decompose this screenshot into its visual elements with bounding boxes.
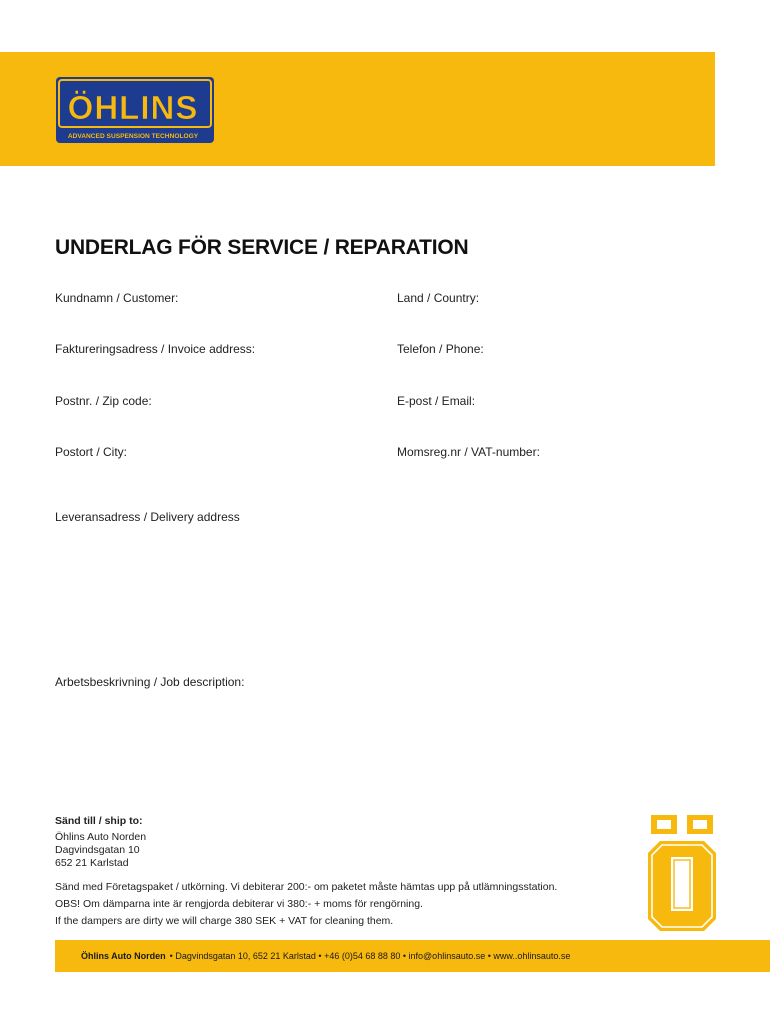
footer-band (55, 940, 770, 972)
email-label: E-post / Email: (397, 394, 476, 408)
ship-to-line: Öhlins Auto Norden (55, 831, 147, 843)
zip-code-label: Postnr. / Zip code: (55, 394, 152, 408)
job-description-label: Arbetsbeskrivning / Job description: (55, 675, 245, 689)
ohlins-logo (56, 77, 214, 143)
ohlins-o-umlaut-badge-icon (646, 813, 718, 933)
ship-to-title: Sänd till / ship to: (55, 815, 143, 827)
ship-to-line: 652 21 Karlstad (55, 857, 129, 869)
shipping-notes (55, 879, 557, 930)
page-title: UNDERLAG FÖR SERVICE / REPARATION (55, 236, 469, 259)
phone-label: Telefon / Phone: (397, 342, 484, 356)
logo-wordmark: ÖHLINS (67, 89, 199, 126)
ship-to-block (55, 815, 146, 870)
ship-to-line: Dagvindsgatan 10 (55, 844, 140, 856)
vat-number-label: Momsreg.nr / VAT-number: (397, 445, 540, 459)
logo-tagline: ADVANCED SUSPENSION TECHNOLOGY (67, 133, 199, 140)
delivery-address-label: Leveransadress / Delivery address (55, 510, 240, 524)
customer-label: Kundnamn / Customer: (55, 291, 179, 305)
note-line: Sänd med Företagspaket / utkörning. Vi debiterar 200:- om paketet måste hämtas upp på utlämningsstation. (55, 881, 558, 893)
footer-company: Öhlins Auto Norden (81, 951, 166, 961)
city-label: Postort / City: (55, 445, 128, 459)
note-line: If the dampers are dirty we will charge 380 SEK + VAT for cleaning them. (55, 915, 394, 927)
invoice-address-label: Faktureringsadress / Invoice address: (55, 342, 256, 356)
footer-details: • Dagvindsgatan 10, 652 21 Karlstad • +46 (0)54 68 88 80 • info@ohlinsauto.se • www..ohlinsauto.se (169, 951, 571, 961)
note-line: OBS! Om dämparna inte är rengjorda debiterar vi 380:- + moms för rengörning. (55, 898, 423, 910)
country-label: Land / Country: (397, 291, 480, 305)
